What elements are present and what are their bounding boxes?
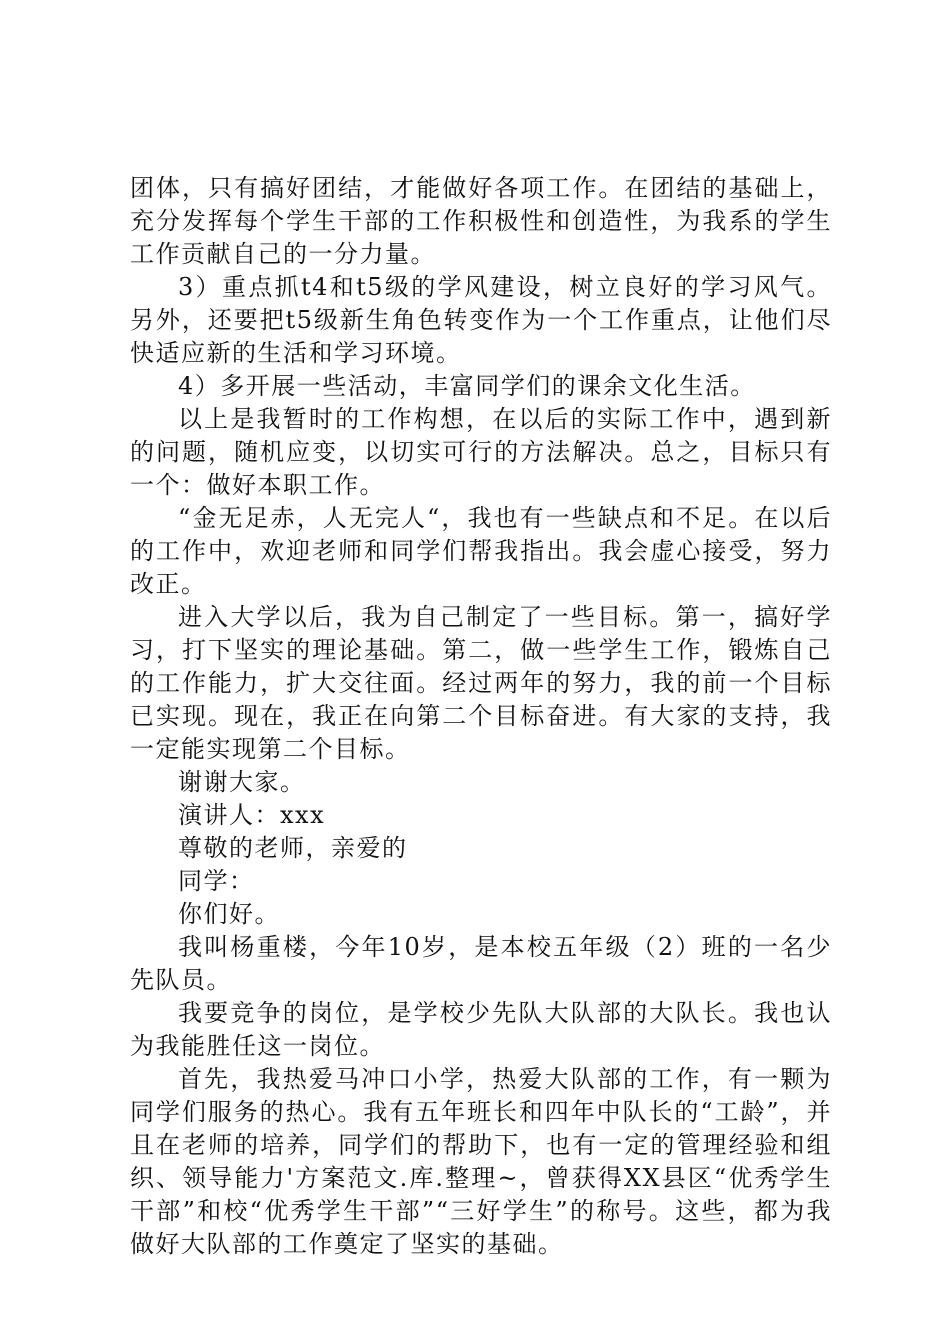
- paragraph-4: 以上是我暂时的工作构想，在以后的实际工作中，遇到新的问题，随机应变，以切实可行的方法解决。总之，目标只有一个：做好本职工作。: [130, 405, 832, 499]
- salutation-line-1: 尊敬的老师，亲爱的: [178, 834, 408, 862]
- speaker-line: 演讲人：xxx: [178, 801, 326, 829]
- paragraph-7: 谢谢大家。: [178, 768, 306, 796]
- paragraph-8: 我叫杨重楼，今年10岁，是本校五年级（2）班的一名少先队员。: [130, 933, 832, 994]
- paragraph-3: 4）多开展一些活动，丰富同学们的课余文化生活。: [178, 372, 756, 400]
- paragraph-6: 进入大学以后，我为自己制定了一些目标。第一，搞好学习，打下坚实的理论基础。第二，做一些学生工作，锻炼自己的工作能力，扩大交往面。经过两年的努力，我的前一个目标已实现。现在，我正在向第二个目标奋进。有大家的支持，我一定能实现第二个目标。: [130, 603, 832, 763]
- paragraph-5: “金无足赤，人无完人“，我也有一些缺点和不足。在以后的工作中，欢迎老师和同学们帮我指出。我会虚心接受，努力改正。: [130, 504, 832, 598]
- paragraph-1: 团体，只有搞好团结，才能做好各项工作。在团结的基础上，充分发挥每个学生干部的工作积极性和创造性，为我系的学生工作贡献自己的一分力量。: [130, 174, 832, 268]
- greeting-line: 你们好。: [178, 900, 280, 928]
- paragraph-10: 首先，我热爱马冲口小学，热爱大队部的工作，有一颗为同学们服务的热心。我有五年班长和四年中队长的“工龄”，并且在老师的培养，同学们的帮助下，也有一定的管理经验和组织、领导能力'方案范文.库.整理~，曾获得XX县区“优秀学生干部”和校“优秀学生干部”“三好学生”的称号。这些，都为我做好大队部的工作奠定了坚实的基础。: [130, 1065, 832, 1258]
- paragraph-2: 3）重点抓t4和t5级的学风建设，树立良好的学习风气。另外，还要把t5级新生角色转变作为一个工作重点，让他们尽快适应新的生活和学习环境。: [130, 273, 832, 367]
- paragraph-9: 我要竞争的岗位，是学校少先队大队部的大队长。我也认为我能胜任这一岗位。: [130, 999, 832, 1060]
- document-body: [130, 172, 832, 1261]
- salutation-line-2: 同学：: [178, 867, 255, 895]
